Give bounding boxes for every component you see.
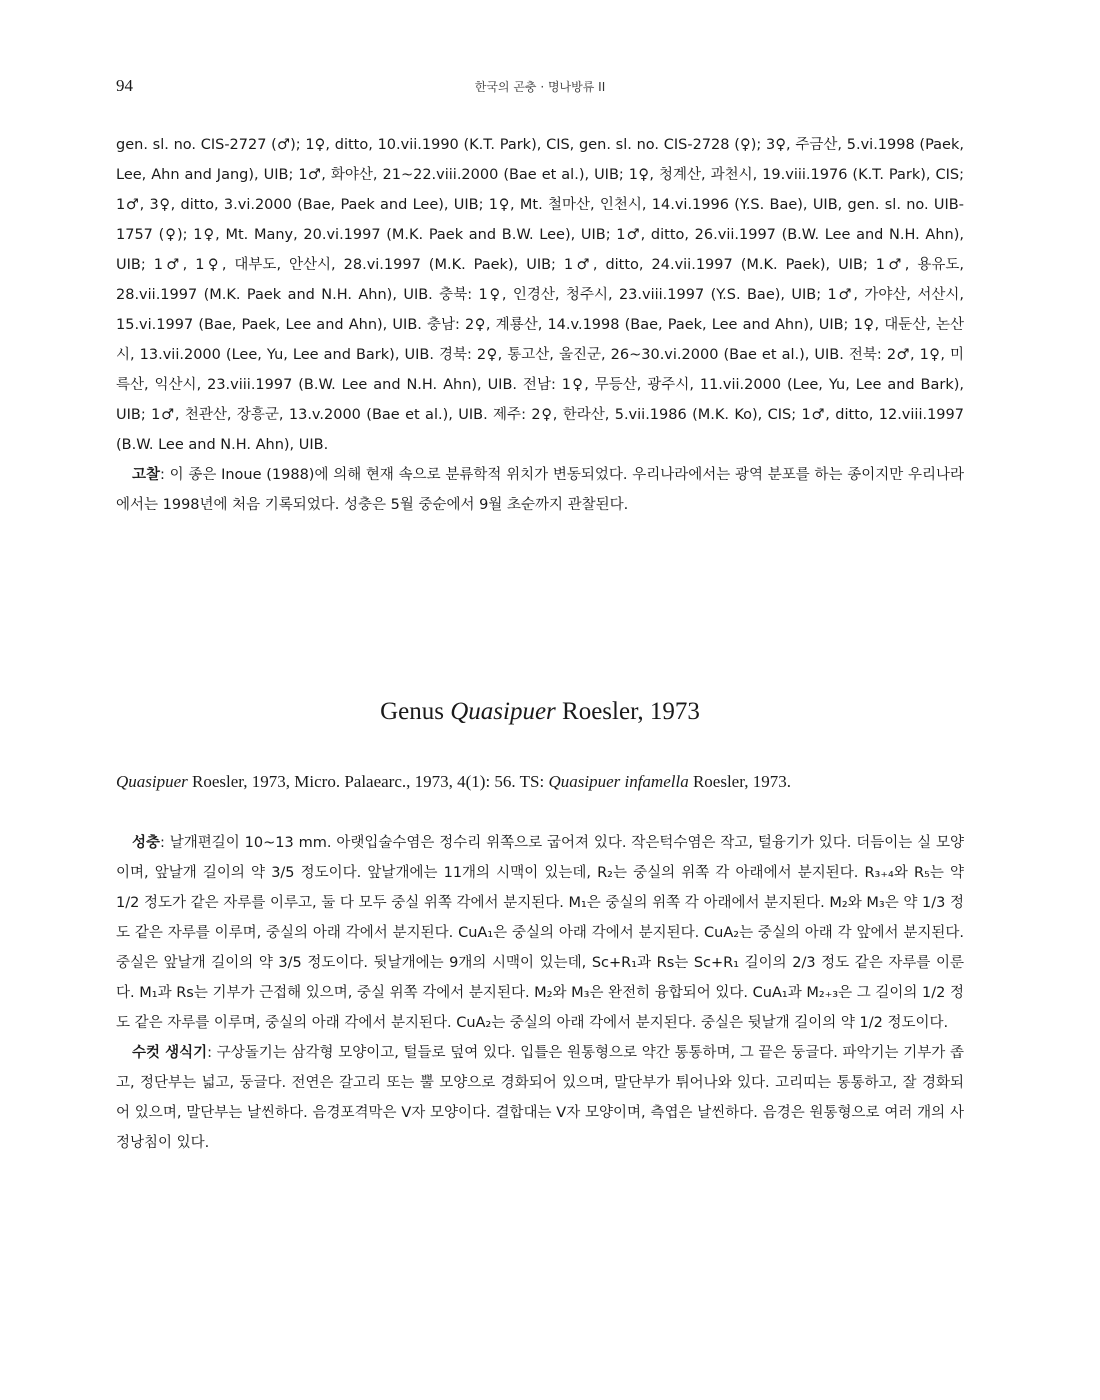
genitalia-paragraph	[116, 1038, 964, 1158]
page-header	[116, 76, 964, 100]
synonymy-citation: Roesler, 1973, Micro. Palaearc., 1973, 4(1): 56. TS:	[187, 772, 549, 791]
running-title: 한국의 곤충 · 명나방류 II	[474, 80, 606, 94]
genitalia-label: 수컷 생식기	[132, 1045, 208, 1061]
genus-heading	[116, 698, 964, 726]
genus-prefix: Genus	[380, 698, 451, 725]
remarks-paragraph	[116, 460, 964, 520]
remarks-text: : 이 종은 Inoue (1988)에 의해 현재 속으로 분류학적 위치가 변동되었다. 우리나라에서는 광역 분포를 하는 종이지만 우리나라에서는 1998년에 처음 기록되었다. 성충은 5월 중순에서 9월 초순까지 관찰된다.	[116, 467, 964, 513]
synonymy-line	[116, 768, 964, 796]
description-section	[116, 828, 964, 1158]
genitalia-text: : 구상돌기는 삼각형 모양이고, 털들로 덮여 있다. 입틀은 원통형으로 약간 통통하며, 그 끝은 둥글다. 파악기는 기부가 좁고, 정단부는 넓고, 둥글다. 전연은 갈고리 또는 뿔 모양으로 경화되어 있으며, 말단부가 튀어나와 있다. 고리띠는 통통하고, 잘 경화되어 있으며, 말단부는 날씬하다. 음경포격막은 V자 모양이다. 결합대는 V자 모양이며, 측엽은 날씬하다. 음경은 원통형으로 여러 개의 사정낭침이 있다.	[116, 1045, 964, 1151]
type-species: Quasipuer infamella	[548, 772, 689, 791]
adult-text: : 날개편길이 10~13 mm. 아랫입술수염은 정수리 위쪽으로 굽어져 있다. 작은턱수염은 작고, 털융기가 있다. 더듬이는 실 모양이며, 앞날개 길이의 약 3/5 정도이다. 앞날개에는 11개의 시맥이 있는데, R₂는 중실의 위쪽 각 아래에서 분지된다. R₃₊₄와 R₅는 약 1/2 정도가 같은 자루를 이루고, 둘 다 모두 중실 위쪽 각에서 분지된다. M₁은 중실의 위쪽 각 아래에서 분지된다. M₂와 M₃은 약 1/3 정도 같은 자루를 이루며, 중실의 아래 각에서 분지된다. CuA₁은 중실의 아래 각에서 분지된다. CuA₂는 중실의 아래 각 앞에서 분지된다. 중실은 앞날개 길이의 약 3/5 정도이다. 뒷날개에는 9개의 시맥이 있는데, Sc+R₁과 Rs는 Sc+R₁ 길이의 2/3 정도 같은 자루를 이룬다. M₁과 Rs는 기부가 근접해 있으며, 중실 위쪽 각에서 분지된다. M₂와 M₃은 완전히 융합되어 있다. CuA₁과 M₂₊₃은 그 길이의 1/2 정도 같은 자루를 이루며, 중실의 아래 각에서 분지된다. CuA₂는 중실의 아래 각에서 분지된다. 중실은 뒷날개 길이의 약 1/2 정도이다.	[116, 835, 964, 1031]
type-species-author: Roesler, 1973.	[688, 772, 791, 791]
synonymy-genus: Quasipuer	[116, 772, 188, 791]
adult-label: 성충	[132, 835, 161, 851]
adult-paragraph	[116, 828, 964, 1038]
genus-author: Roesler, 1973	[555, 698, 700, 725]
specimen-section	[116, 130, 964, 520]
specimen-records: gen. sl. no. CIS-2727 (♂); 1♀, ditto, 10.vii.1990 (K.T. Park), CIS, gen. sl. no. CIS-2728 (♀); 3♀, 주금산, 5.vi.1998 (Paek, Lee, Ahn and Jang), UIB; 1♂, 화야산, 21~22.viii.2000 (Bae et al.), UIB; 1♀, 청계산, 과천시, 19.viii.1976 (K.T. Park), CIS; 1♂, 3♀, ditto, 3.vi.2000 (Bae, Paek and Lee), UIB; 1♀, Mt. 철마산, 인천시, 14.vi.1996 (Y.S. Bae), UIB, gen. sl. no. UIB-1757 (♀); 1♀, Mt. Many, 20.vi.1997 (M.K. Paek and B.W. Lee), UIB; 1♂, ditto, 26.vii.1997 (B.W. Lee and N.H. Ahn), UIB; 1♂, 1♀, 대부도, 안산시, 28.vi.1997 (M.K. Paek), UIB; 1♂, ditto, 24.vii.1997 (M.K. Paek), UIB; 1♂, 용유도, 28.vii.1997 (M.K. Paek and N.H. Ahn), UIB. 충북: 1♀, 인경산, 청주시, 23.viii.1997 (Y.S. Bae), UIB; 1♂, 가야산, 서산시, 15.vi.1997 (Bae, Paek, Lee and Ahn), UIB. 충남: 2♀, 계룡산, 14.v.1998 (Bae, Paek, Lee and Ahn), UIB; 1♀, 대둔산, 논산시, 13.vii.2000 (Lee, Yu, Lee and Bark), UIB. 경북: 2♀, 통고산, 울진군, 26~30.vi.2000 (Bae et al.), UIB. 전북: 2♂, 1♀, 미륵산, 익산시, 23.viii.1997 (B.W. Lee and N.H. Ahn), UIB. 전남: 1♀, 무등산, 광주시, 11.vii.2000 (Lee, Yu, Lee and Bark), UIB; 1♂, 천관산, 장흥군, 13.v.2000 (Bae et al.), UIB. 제주: 2♀, 한라산, 5.vii.1986 (M.K. Ko), CIS; 1♂, ditto, 12.viii.1997 (B.W. Lee and N.H. Ahn), UIB.	[116, 137, 964, 453]
remarks-label: 고찰	[132, 467, 161, 483]
genus-name: Quasipuer	[450, 698, 556, 725]
page-number: 94	[116, 76, 133, 95]
